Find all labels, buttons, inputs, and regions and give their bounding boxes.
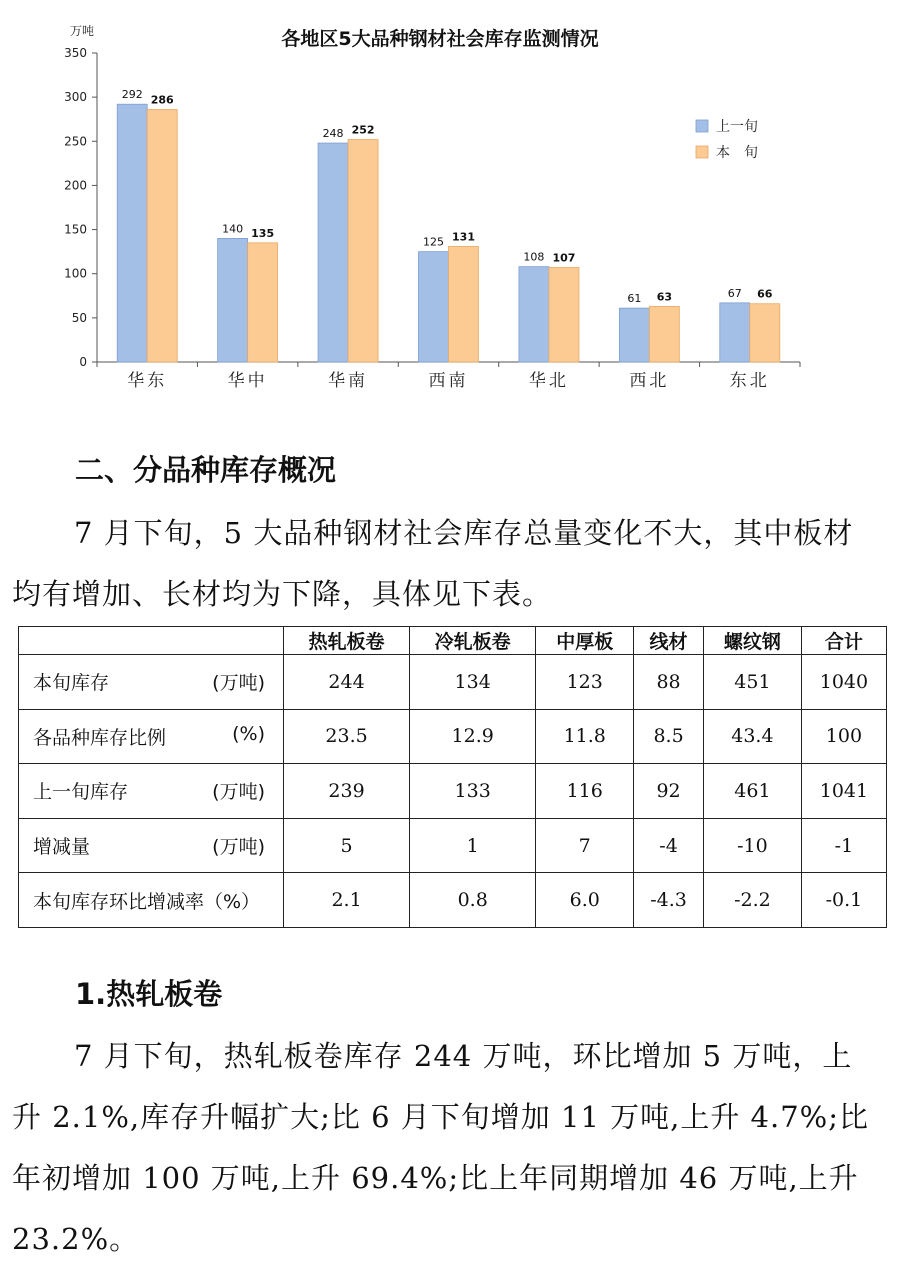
table-cell: 123 <box>536 655 634 710</box>
x-tick-label: 华中 <box>227 371 268 391</box>
bar-data-label: 292 <box>121 88 143 102</box>
y-tick-label: 0 <box>79 355 87 369</box>
bar <box>720 303 750 362</box>
x-tick-label: 西南 <box>428 371 469 391</box>
bar-data-label: 67 <box>727 286 742 300</box>
bar-data-label: 125 <box>423 235 444 249</box>
table-cell: 461 <box>703 764 801 819</box>
table-row-label <box>19 818 284 873</box>
row-label-name: 各品种库存比例 <box>33 726 167 749</box>
row-label-name: 本旬库存环比增减率（%） <box>33 890 261 913</box>
table-cell: 100 <box>801 709 886 764</box>
row-label-unit: (%) <box>232 722 265 745</box>
bar-data-label: 61 <box>627 292 642 306</box>
table-cell: 134 <box>410 655 536 710</box>
table-cell: 23.5 <box>284 709 410 764</box>
bar-data-label: 140 <box>222 222 244 236</box>
table-row <box>19 655 887 710</box>
table-row-label <box>19 655 284 710</box>
bar <box>348 140 378 362</box>
table-row-label <box>19 764 284 819</box>
table-header-cell: 中厚板 <box>536 627 634 655</box>
variety-overview-paragraph: 7 月下旬，5 大品种钢材社会库存总量变化不大，其中板材均有增加、长材均为下降，具体见下表。 <box>12 516 854 611</box>
bar <box>248 243 278 362</box>
table-row <box>19 818 887 873</box>
table-cell: 7 <box>536 818 634 873</box>
y-tick-label: 100 <box>64 266 87 281</box>
table-cell: 5 <box>284 818 410 873</box>
table-cell: -0.1 <box>801 873 886 928</box>
table-row <box>19 709 887 764</box>
bar-data-label: 108 <box>523 250 545 264</box>
row-label-name: 上一旬库存 <box>33 781 129 804</box>
row-label-unit: (万吨) <box>212 836 265 859</box>
x-tick-label: 华东 <box>127 371 168 391</box>
y-tick-label: 50 <box>71 310 87 325</box>
bar-data-label: 135 <box>251 226 275 240</box>
table-cell: -4 <box>634 818 704 873</box>
legend-label: 本 旬 <box>716 145 758 161</box>
table-row <box>19 873 887 928</box>
x-tick-label: 华南 <box>328 371 369 391</box>
legend-swatch <box>696 120 708 132</box>
y-tick-label: 350 <box>64 46 87 60</box>
bar-data-label: 66 <box>757 287 773 301</box>
table-row-label <box>19 873 284 928</box>
bar <box>218 238 248 362</box>
x-tick-label: 华北 <box>528 371 569 391</box>
bar <box>117 104 147 362</box>
table-cell: 0.8 <box>410 873 536 928</box>
table-cell: 6.0 <box>536 873 634 928</box>
table-cell: 239 <box>284 764 410 819</box>
bar-data-label: 107 <box>552 251 576 265</box>
table-header-cell: 线材 <box>634 627 704 655</box>
bar <box>419 252 449 362</box>
row-label-name: 本旬库存 <box>33 672 110 695</box>
bar <box>649 306 679 362</box>
table-cell: 133 <box>410 764 536 819</box>
section-heading-variety-overview: 二、分品种库存概况 <box>75 453 337 487</box>
x-tick-label: 西北 <box>629 371 670 391</box>
table-cell: 1040 <box>801 655 886 710</box>
bar-data-label: 252 <box>351 123 375 137</box>
table-cell: 451 <box>703 655 801 710</box>
table-cell: 88 <box>634 655 704 710</box>
table-cell: 43.4 <box>703 709 801 764</box>
legend-label: 上一旬 <box>716 119 758 135</box>
table-cell: -1 <box>801 818 886 873</box>
bar-data-label: 248 <box>322 127 344 141</box>
table-cell: -2.2 <box>703 873 801 928</box>
bar-data-label: 286 <box>150 93 174 107</box>
chart-legend <box>696 119 758 161</box>
regional-inventory-bar-chart <box>0 0 900 400</box>
chart-bars <box>117 88 780 362</box>
bar <box>318 143 348 362</box>
table-cell: 12.9 <box>410 709 536 764</box>
row-label-unit: (万吨) <box>212 781 265 804</box>
bar <box>619 308 649 362</box>
table-cell: 11.8 <box>536 709 634 764</box>
row-label-name: 增减量 <box>33 836 91 859</box>
y-tick-label: 300 <box>64 90 87 105</box>
section-heading-hot-rolled-coil: 1.热轧板卷 <box>75 977 223 1011</box>
table-cell: 244 <box>284 655 410 710</box>
bar <box>449 246 479 362</box>
table-cell: 92 <box>634 764 704 819</box>
legend-swatch <box>696 146 708 158</box>
row-label-unit: (万吨) <box>212 672 265 695</box>
table-row <box>19 764 887 819</box>
y-tick-label: 250 <box>64 134 87 149</box>
chart-title: 各地区5大品种钢材社会库存监测情况 <box>281 28 599 50</box>
table-cell: 1 <box>410 818 536 873</box>
table-header-cell: 热轧板卷 <box>284 627 410 655</box>
table-cell: -10 <box>703 818 801 873</box>
bar-data-label: 131 <box>452 230 475 244</box>
table-header-cell: 合计 <box>801 627 886 655</box>
table-header-cell: 冷轧板卷 <box>410 627 536 655</box>
bar <box>519 267 549 362</box>
hot-rolled-coil-paragraph: 7 月下旬，热轧板卷库存 244 万吨，环比增加 5 万吨，上升 2.1%,库存升幅扩大;比 6 月下旬增加 11 万吨,上升 4.7%;比年初增加 100 万吨,上升 69.4%;比上年同期增加 46 万吨,上升 23.2%。 <box>12 1039 869 1256</box>
bar <box>147 110 177 362</box>
table-cell: 116 <box>536 764 634 819</box>
table-cell: 8.5 <box>634 709 704 764</box>
x-tick-label: 东北 <box>729 371 770 391</box>
bar <box>750 304 780 362</box>
bar-data-label: 63 <box>656 290 673 304</box>
y-tick-label: 200 <box>64 178 87 193</box>
variety-inventory-table <box>18 626 887 928</box>
table-header-cell: 螺纹钢 <box>703 627 801 655</box>
table-header-cell <box>19 627 284 655</box>
table-cell: 1041 <box>801 764 886 819</box>
bar <box>549 268 579 362</box>
table-header-row <box>19 627 887 655</box>
y-tick-label: 150 <box>64 222 87 237</box>
table-cell: 2.1 <box>284 873 410 928</box>
table-row-label <box>19 709 284 764</box>
y-axis-unit: 万吨 <box>69 24 95 38</box>
table-cell: -4.3 <box>634 873 704 928</box>
